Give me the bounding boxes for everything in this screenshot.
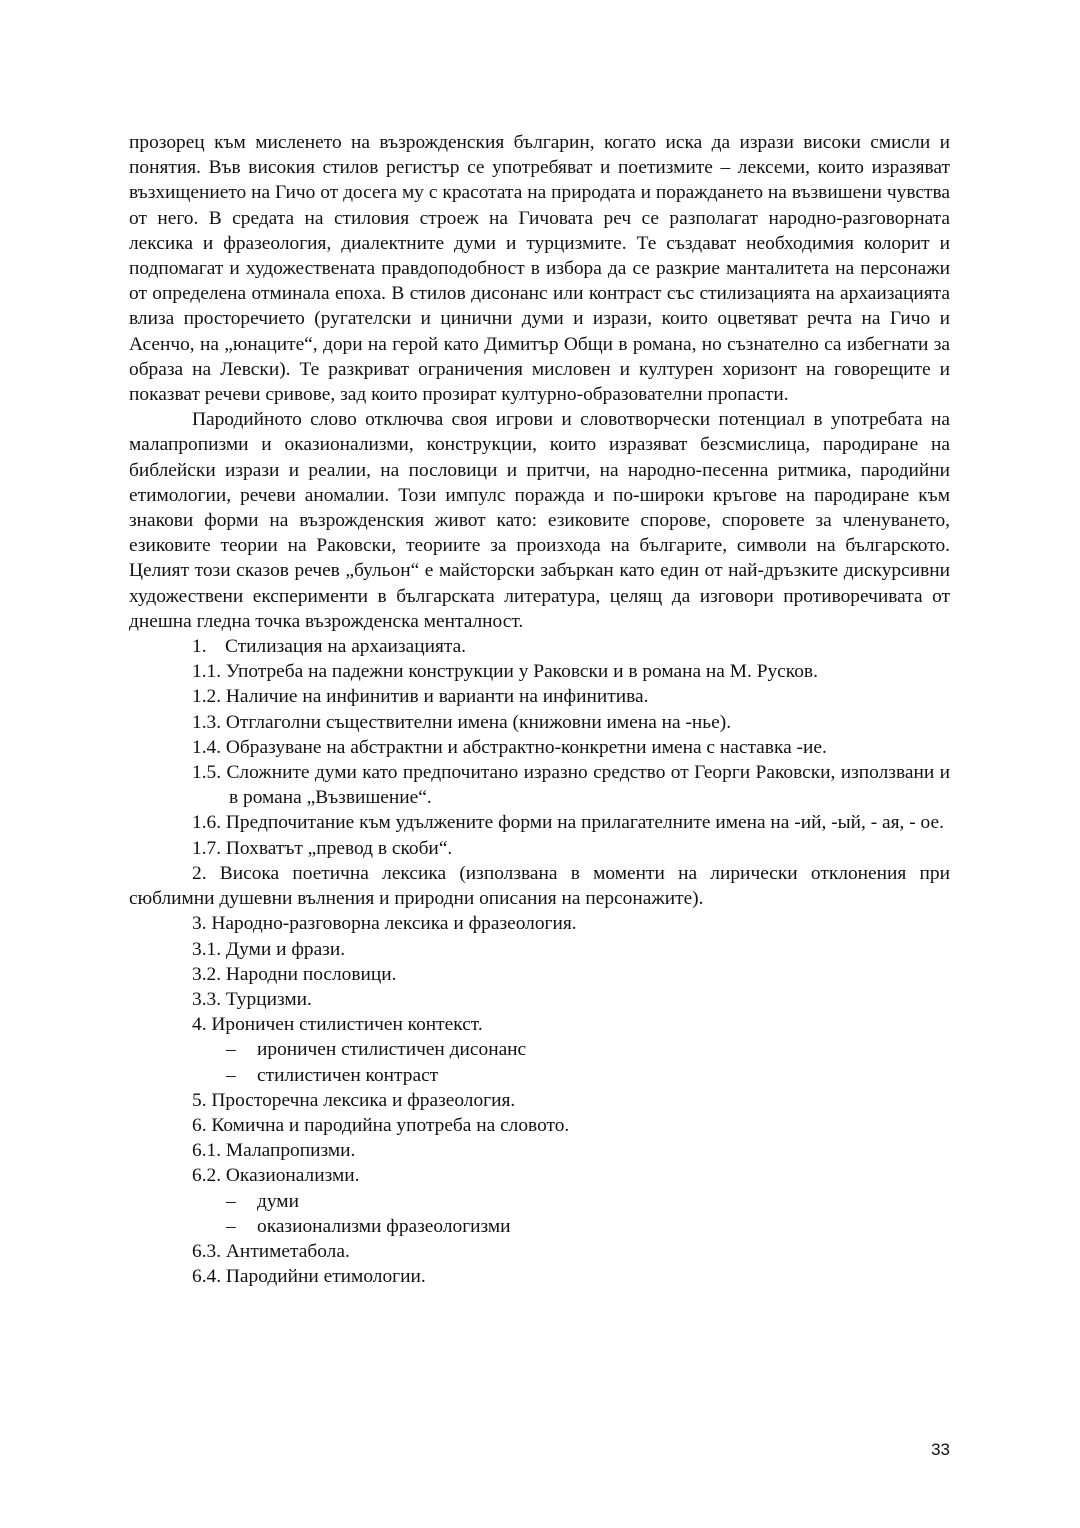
- dash-list-item: [129, 1189, 950, 1214]
- outline-subitem: 3.2. Народни пословици.: [192, 963, 397, 985]
- outline-subitem: 6.3. Антиметабола.: [192, 1240, 350, 1262]
- dash-mark: –: [226, 1190, 236, 1212]
- dash-mark: –: [226, 1064, 236, 1086]
- dash-list-item: [129, 1063, 950, 1088]
- body-paragraph: Пародийното слово отключва своя игрови и словотворчески потенциал в употребата на малапропизми и оказионализми, конструкции, които изразяват безсмислица, пародиране на библейски изрази и реалии, на пословици и притчи, на народно-песенна ритмика, пародийни етимологии, речеви аномалии. Този импулс поражда и по-широки кръгове на пародиране към знакови форми на възрожденския живот като: езиковите спорове, споровете за членуването, езиковите теории на Раковски, теориите за произхода на българите, символи на българското. Целият този сказов речев „бульон“ е майсторски забъркан като един от най-дръзките дискурсивни художествени експерименти в българската литература, целящ да изговори противоречивата от днешна гледна точка възрожденска менталност.: [129, 409, 950, 632]
- outline-subitem: 1.5. Сложните думи като предпочитано изразно средство от Георги Раковски, използвани и в романа „Възвишение“.: [192, 762, 950, 809]
- outline-subitem: 6.4. Пародийни етимологии.: [192, 1266, 426, 1288]
- outline-subitem: 6.1. Малапропизми.: [192, 1140, 356, 1162]
- body-paragraph: прозорец към мисленето на възрожденския българин, когато иска да изрази високи смисли и понятия. Във високия стилов регистър се употребяват и поетизмите – лексеми, които изразяват възхищението на Гичо от досега му с красотата на природата и пораждането на възвишени чувства от него. В средата на стиловия строеж на Гичовата реч се разполагат народно-разговорната лексика и фразеология, диалектните думи и турцизмите. Те създават необходимия колорит и подпомагат и художествената правдоподобност в избора да се разкрие манталитета на персонажи от определена отминала епоха. В стилов дисонанс или контраст със стилизацията на архаизацията влиза просторечието (ругателски и цинични думи и изрази, които оцветяват речта на Гичо и Асенчо, на „юнаците“, дори на герой като Димитър Общи в романа, но съзнателно са избегнати за образа на Левски). Те разкриват ограничения мисловен и културен хоризонт на говорещите и показват речеви сривове, зад които прозират културно-образователни пропасти.: [129, 132, 950, 406]
- outline-subitem: 1.7. Похватът „превод в скоби“.: [192, 837, 453, 859]
- outline-item: 4. Ироничен стилистичен контекст.: [192, 1014, 483, 1036]
- outline-item: 3. Народно-разговорна лексика и фразеология.: [192, 913, 577, 935]
- dash-list-text: стилистичен контраст: [257, 1064, 439, 1086]
- dash-list-text: думи: [257, 1190, 299, 1212]
- outline-subitem: 6.2. Оказионализми.: [192, 1165, 360, 1187]
- outline-subitem: 1.4. Образуване на абстрактни и абстрактно-конкретни имена с наставка -ие.: [192, 736, 827, 758]
- outline-subitem: 1.1. Употреба на падежни конструкции у Раковски и в романа на М. Русков.: [192, 661, 818, 683]
- outline-item: 5. Просторечна лексика и фразеология.: [192, 1089, 516, 1111]
- page-number: 33: [931, 1440, 950, 1459]
- outline-text: Стилизация на архаизацията.: [225, 636, 467, 658]
- dash-list-item: [129, 1037, 950, 1062]
- dash-list-item: [129, 1214, 950, 1239]
- outline-subitem: 1.3. Отглаголни съществителни имена (книжовни имена на -нье).: [192, 711, 732, 733]
- dash-mark: –: [226, 1215, 236, 1237]
- dash-list-text: ироничен стилистичен дисонанс: [257, 1039, 527, 1061]
- outline-subitem: 1.2. Наличие на инфинитив и варианти на инфинитива.: [192, 686, 649, 708]
- outline-subitem: 3.1. Думи и фрази.: [192, 938, 346, 960]
- outline-number: 1.: [192, 636, 207, 658]
- outline-item: [129, 634, 950, 659]
- document-page: [129, 130, 950, 1289]
- outline-item: 2. Висока поетична лексика (използвана в моменти на лирически отклонения при сюблимни душевни вълнения и природни описания на персонажите).: [129, 862, 950, 910]
- outline-subitem: 3.3. Турцизми.: [192, 988, 312, 1010]
- outline-item: 6. Комична и пародийна употреба на словото.: [192, 1114, 570, 1136]
- dash-mark: –: [226, 1039, 236, 1061]
- outline-subitem: 1.6. Предпочитание към удължените форми на прилагателните имена на -ий, -ый, - ая, - ое.: [192, 812, 944, 834]
- dash-list-text: оказионализми фразеологизми: [257, 1215, 511, 1237]
